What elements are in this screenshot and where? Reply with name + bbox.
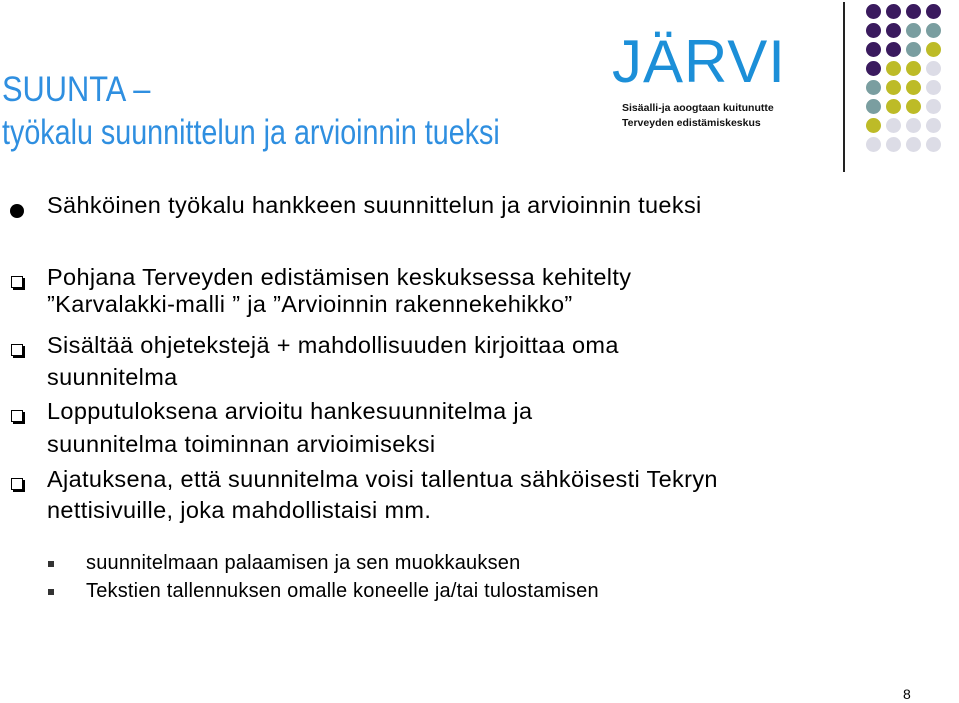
list-item-line-1: Lopputuloksena arvioitu hankesuunnitelma ja [47, 398, 533, 424]
decorative-dot [886, 61, 901, 76]
decorative-dot [926, 61, 941, 76]
decorative-dot [866, 80, 881, 95]
sub-list-item-text: Tekstien tallennuksen omalle koneelle ja/tai tulostamisen [86, 580, 599, 602]
slide-subtitle: työkalu suunnittelun ja arvioinnin tueksi [2, 113, 500, 152]
decorative-dot [906, 80, 921, 95]
decorative-dot [866, 4, 881, 19]
list-item-line-2: nettisivuille, joka mahdollistaisi mm. [47, 497, 432, 523]
list-item-line-2: ”Karvalakki-malli ” ja ”Arvioinnin rakennekehikko” [47, 291, 573, 317]
decorative-dot [866, 137, 881, 152]
decorative-dot [886, 99, 901, 114]
small-square-bullet-icon [48, 589, 54, 595]
jarvi-logo [612, 28, 812, 152]
decorative-dot [886, 4, 901, 19]
bullet-disc-icon [10, 204, 24, 218]
sub-list-item-text: suunnitelmaan palaamisen ja sen muokkauksen [86, 552, 521, 574]
decorative-dot [906, 23, 921, 38]
decorative-dot [866, 118, 881, 133]
logo-tagline-2: Terveyden edistämiskeskus [622, 117, 761, 129]
list-item-line-2: suunnitelma toiminnan arvioimiseksi [47, 431, 436, 457]
decorative-dot [926, 80, 941, 95]
list-item-line-1: Pohjana Terveyden edistämisen keskuksessa kehitelty [47, 264, 632, 290]
decorative-dot [906, 61, 921, 76]
logo-tagline-1: Sisäalli-ja aoogtaan kuitunutte [622, 102, 774, 114]
decorative-dot [886, 42, 901, 57]
square-bullet-icon [11, 410, 23, 422]
decorative-dot [886, 137, 901, 152]
decorative-dot [926, 23, 941, 38]
decorative-dot [906, 4, 921, 19]
decorative-dot [866, 23, 881, 38]
decorative-dot [886, 118, 901, 133]
logo-word: JÄRVI [612, 28, 786, 95]
decorative-dot [926, 4, 941, 19]
decorative-dot [906, 118, 921, 133]
list-item-line-1: Sisältää ohjetekstejä + mahdollisuuden kirjoittaa oma [47, 332, 619, 358]
decorative-dot [926, 99, 941, 114]
decorative-dot [926, 118, 941, 133]
square-bullet-icon [11, 344, 23, 356]
decorative-dot [886, 80, 901, 95]
decorative-dot [906, 42, 921, 57]
decorative-dot [926, 137, 941, 152]
decorative-dot [866, 99, 881, 114]
small-square-bullet-icon [48, 561, 54, 567]
decorative-dot-grid [862, 0, 959, 150]
main-bullet-text: Sähköinen työkalu hankkeen suunnittelun ja arvioinnin tueksi [47, 192, 702, 218]
decorative-dot [866, 61, 881, 76]
decorative-dot [926, 42, 941, 57]
decorative-dot [866, 42, 881, 57]
square-bullet-icon [11, 478, 23, 490]
list-item-line-2: suunnitelma [47, 364, 178, 390]
page-number: 8 [903, 686, 911, 702]
decorative-dot [906, 137, 921, 152]
list-item-line-1: Ajatuksena, että suunnitelma voisi tallentua sähköisesti Tekryn [47, 466, 718, 492]
decorative-dot [886, 23, 901, 38]
slide-title: SUUNTA – [2, 70, 151, 109]
decorative-dot [906, 99, 921, 114]
vertical-divider [843, 2, 845, 172]
square-bullet-icon [11, 276, 23, 288]
